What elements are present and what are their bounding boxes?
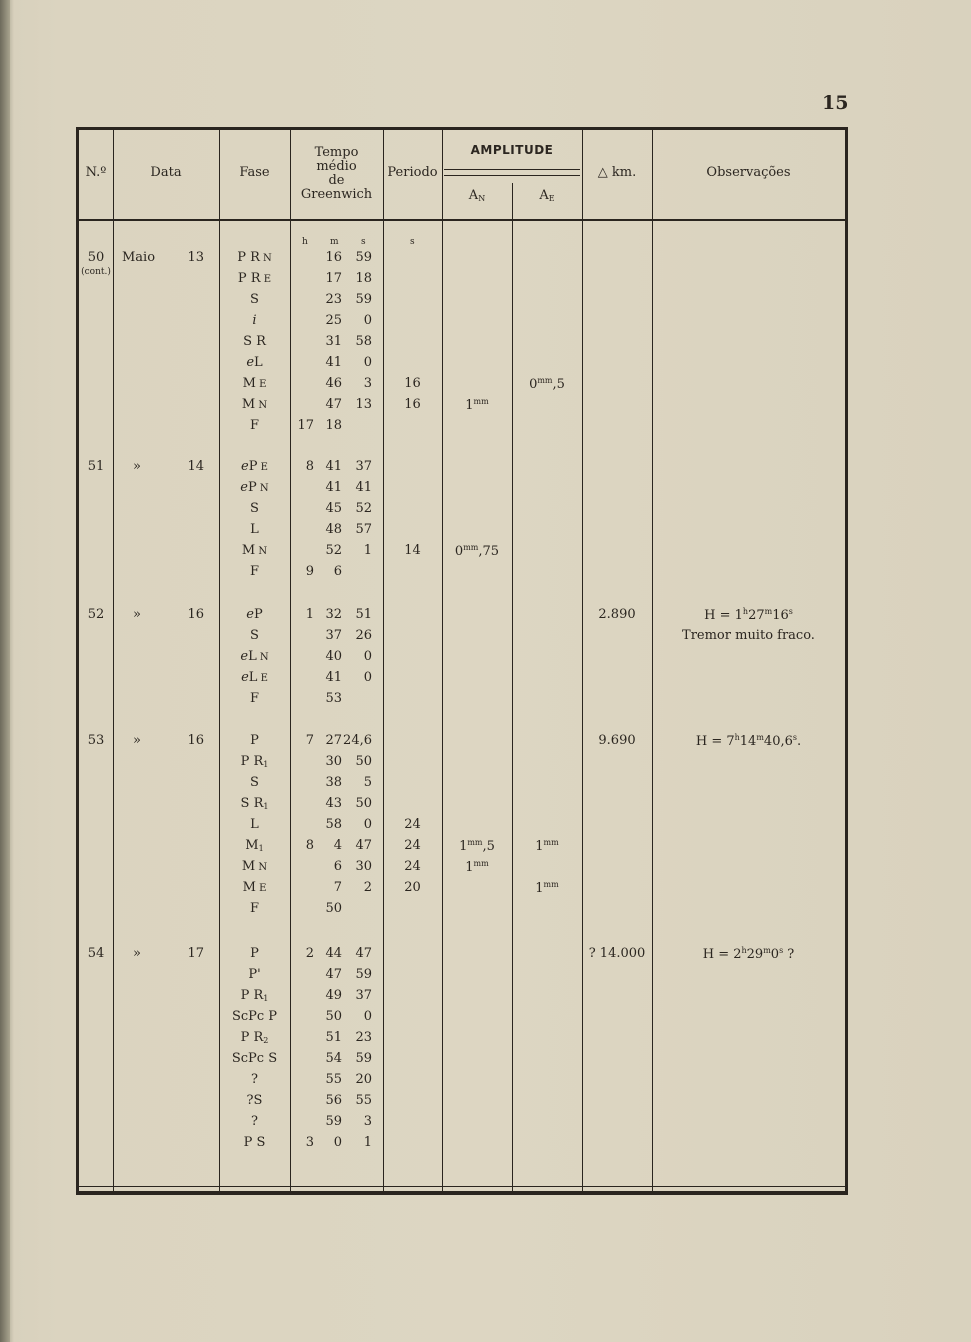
cell-delta-km: 2.890 xyxy=(598,607,636,622)
cell-minutes: 53 xyxy=(325,691,342,706)
cell-minutes: 16 xyxy=(325,250,342,265)
fase-prefix: e xyxy=(240,649,249,664)
cell-fase xyxy=(219,459,290,474)
cell-fase xyxy=(219,859,290,874)
header-an xyxy=(442,189,512,206)
cell-minutes: 56 xyxy=(325,1093,342,1108)
cell-periodo: 24 xyxy=(404,838,421,853)
cell-seconds: 23 xyxy=(355,1030,372,1045)
cell-hours: 1 xyxy=(305,607,314,622)
cell-minutes: 41 xyxy=(325,355,342,370)
cell-hours: 17 xyxy=(297,418,314,433)
cell-fase xyxy=(219,355,290,370)
header-ae xyxy=(512,189,582,206)
fase-subscript: N xyxy=(256,652,269,663)
cell-hours: 9 xyxy=(305,564,314,579)
unit-superscript: mm xyxy=(537,376,553,385)
cell-hours: 8 xyxy=(305,838,314,853)
col-rule-an xyxy=(512,183,513,1193)
cell-fase xyxy=(219,501,290,516)
fase-label: F xyxy=(249,564,260,579)
unit-superscript: m xyxy=(763,946,771,955)
cell-seconds: 41 xyxy=(355,480,372,495)
cell-fase xyxy=(219,250,290,265)
fase-label: M xyxy=(241,543,256,558)
cell-month: » xyxy=(133,459,141,474)
cell-fase xyxy=(219,1030,290,1045)
header-tempo xyxy=(290,146,383,202)
fase-subscript: N xyxy=(255,862,268,873)
cell-delta-km: ? 14.000 xyxy=(588,946,646,961)
header-amplitude: AMPLITUDE xyxy=(470,143,554,157)
cell-amplitude-n: $1^{mm}$ xyxy=(465,859,489,875)
fase-label: L xyxy=(254,355,263,370)
unit-superscript: s xyxy=(779,946,784,955)
fase-subscript: N xyxy=(255,400,268,411)
cell-seconds: 0 xyxy=(363,670,372,685)
fase-subscript: E xyxy=(257,673,268,684)
cell-minutes: 40 xyxy=(325,649,342,664)
cell-seconds: 51 xyxy=(355,607,372,622)
fase-label: S xyxy=(250,501,259,516)
cell-minutes: 58 xyxy=(325,817,342,832)
cell-minutes: 46 xyxy=(325,376,342,391)
fase-label: ? xyxy=(251,1114,258,1129)
fase-label: S xyxy=(250,292,259,307)
cell-observacoes: $H = 1^h27^m16^s$ xyxy=(704,607,793,623)
cell-fase xyxy=(219,1114,290,1129)
fase-label: M xyxy=(242,880,256,895)
cell-observacoes: $H = 2^h29^m0^s$ ? xyxy=(702,946,795,962)
cell-fase xyxy=(219,796,290,811)
fase-prefix: e xyxy=(246,607,254,622)
header-data: Data xyxy=(150,165,182,180)
cell-minutes: 18 xyxy=(325,418,342,433)
cell-amplitude-n: $1^{mm}$ xyxy=(465,397,489,413)
col-rule-periodo xyxy=(442,127,443,1195)
fase-subscript: N xyxy=(255,546,268,557)
fase-subscript: 1 xyxy=(263,994,269,1003)
cell-seconds: 0 xyxy=(363,1009,372,1024)
fase-prefix: e xyxy=(241,670,249,685)
cell-minutes: 51 xyxy=(325,1030,342,1045)
cell-minutes: 38 xyxy=(325,775,342,790)
fase-label: S xyxy=(250,775,259,790)
cell-day: 16 xyxy=(187,733,204,748)
fase-label: M xyxy=(241,859,256,874)
fase-subscript: 1 xyxy=(263,802,269,811)
cell-no: 54 xyxy=(87,946,105,961)
fase-label: P R xyxy=(240,1030,264,1045)
cell-fase xyxy=(219,522,290,537)
fase-label: M xyxy=(242,376,256,391)
cell-seconds: 26 xyxy=(355,628,372,643)
cell-month: » xyxy=(133,733,141,748)
cell-seconds: 2 xyxy=(363,880,372,895)
fase-subscript: E xyxy=(255,379,267,390)
cell-fase xyxy=(219,334,290,349)
unit-superscript: mm xyxy=(543,880,559,889)
col-rule-km xyxy=(652,127,653,1195)
cell-no: 50 xyxy=(87,250,105,265)
cell-periodo: 16 xyxy=(404,397,421,412)
fase-label: ScPc S xyxy=(231,1051,278,1066)
cell-fase xyxy=(219,754,290,769)
cell-seconds: 47 xyxy=(355,946,372,961)
header-observacoes: Observações xyxy=(706,165,791,180)
cell-minutes: 23 xyxy=(325,292,342,307)
cell-fase xyxy=(219,1051,290,1066)
unit-superscript: m xyxy=(756,733,764,742)
cell-minutes: 41 xyxy=(325,480,342,495)
unit-periodo-seconds: s xyxy=(410,237,415,247)
cell-fase xyxy=(219,838,290,853)
cell-month: » xyxy=(133,607,141,622)
cell-seconds: 0 xyxy=(363,355,372,370)
fase-label: M xyxy=(245,838,259,853)
fase-subscript: E xyxy=(257,462,268,473)
cell-amplitude-n: $0^{mm},75$ xyxy=(454,543,500,559)
unit-superscript: mm xyxy=(463,543,479,552)
fase-label: ScPc P xyxy=(231,1009,278,1024)
fase-prefix: e xyxy=(241,459,249,474)
unit-superscript: h xyxy=(741,946,747,955)
header-an-sub: N xyxy=(478,194,486,203)
cell-fase xyxy=(219,670,290,685)
cell-seconds: 50 xyxy=(355,796,372,811)
cell-seconds: 18 xyxy=(355,271,372,286)
cell-minutes: 32 xyxy=(325,607,342,622)
fase-label: L xyxy=(250,817,259,832)
col-rule-no xyxy=(113,127,114,1195)
cell-fase xyxy=(219,775,290,790)
unit-superscript: mm xyxy=(473,397,489,406)
cell-minutes: 31 xyxy=(325,334,342,349)
cell-hours: 7 xyxy=(305,733,314,748)
unit-seconds: s xyxy=(361,237,366,247)
fase-label: P R xyxy=(240,754,264,769)
cell-delta-km: 9.690 xyxy=(598,733,636,748)
cell-seconds: 47 xyxy=(355,838,372,853)
cell-no: 53 xyxy=(87,733,105,748)
cell-fase xyxy=(219,313,290,328)
cell-seconds: 52 xyxy=(355,501,372,516)
header-bottom-rule xyxy=(79,219,845,221)
cell-seconds: 59 xyxy=(355,967,372,982)
cell-minutes: 59 xyxy=(325,1114,342,1129)
fase-label: L xyxy=(248,649,257,664)
cell-amplitude-e: $0^{mm},5$ xyxy=(529,376,565,392)
header-tempo-line4: Greenwich xyxy=(300,187,373,202)
cell-observacoes: Tremor muito fraco. xyxy=(682,628,815,643)
cell-minutes: 27 xyxy=(325,733,342,748)
cell-minutes: 47 xyxy=(325,397,342,412)
cell-seconds: 57 xyxy=(355,522,372,537)
col-rule-ae xyxy=(582,127,583,1195)
cell-seconds: 0 xyxy=(363,817,372,832)
fase-label: P xyxy=(253,607,263,622)
cell-minutes: 43 xyxy=(325,796,342,811)
cell-seconds: 50 xyxy=(355,754,372,769)
header-tempo-line3: de xyxy=(328,173,345,188)
amplitude-rule-2 xyxy=(444,175,580,176)
fase-label: L xyxy=(248,670,258,685)
unit-superscript: s xyxy=(788,607,793,616)
amplitude-rule-1 xyxy=(444,169,580,170)
header-ae-sub: E xyxy=(548,194,555,203)
cell-amplitude-e: $1^{mm}$ xyxy=(535,838,559,854)
cell-periodo: 14 xyxy=(404,543,421,558)
cell-day: 13 xyxy=(187,250,204,265)
cell-seconds: 24,6 xyxy=(343,733,372,748)
unit-superscript: mm xyxy=(467,838,483,847)
header-no: N.º xyxy=(85,165,107,180)
cell-minutes: 52 xyxy=(325,543,342,558)
header-ae-letter: A xyxy=(539,188,549,203)
fase-subscript: N xyxy=(256,483,269,494)
cell-fase xyxy=(219,1072,290,1087)
seismic-table xyxy=(76,127,848,1195)
fase-label: ?S xyxy=(246,1093,263,1108)
unit-superscript: mm xyxy=(473,859,489,868)
cell-seconds: 55 xyxy=(355,1093,372,1108)
cell-fase xyxy=(219,397,290,412)
col-rule-fase xyxy=(290,127,291,1195)
cell-day: 16 xyxy=(187,607,204,622)
cell-seconds: 3 xyxy=(363,1114,372,1129)
cell-day: 17 xyxy=(187,946,204,961)
cell-amplitude-e: $1^{mm}$ xyxy=(535,880,559,896)
cell-periodo: 24 xyxy=(404,817,421,832)
cell-minutes: 50 xyxy=(325,901,342,916)
cell-no: (cont.) xyxy=(81,267,111,277)
cell-fase xyxy=(219,292,290,307)
cell-seconds: 13 xyxy=(355,397,372,412)
cell-minutes: 49 xyxy=(325,988,342,1003)
unit-superscript: m xyxy=(764,607,773,616)
fase-prefix: i xyxy=(252,313,257,328)
fase-label: P' xyxy=(248,967,261,982)
cell-seconds: 59 xyxy=(355,250,372,265)
fase-label: S R xyxy=(243,334,266,349)
header-fase: Fase xyxy=(239,165,270,180)
cell-fase xyxy=(219,271,290,286)
cell-fase xyxy=(219,1093,290,1108)
cell-fase xyxy=(219,880,290,895)
fase-subscript: 1 xyxy=(258,844,264,853)
cell-seconds: 37 xyxy=(355,988,372,1003)
cell-periodo: 20 xyxy=(404,880,421,895)
fase-label: S R xyxy=(240,796,264,811)
unit-superscript: h xyxy=(742,607,749,616)
cell-no: 51 xyxy=(87,459,105,474)
cell-seconds: 20 xyxy=(355,1072,372,1087)
fase-subscript: 2 xyxy=(263,1036,269,1045)
cell-minutes: 48 xyxy=(325,522,342,537)
cell-fase xyxy=(219,733,290,748)
cell-seconds: 0 xyxy=(363,313,372,328)
cell-fase xyxy=(219,817,290,832)
cell-fase xyxy=(219,1135,290,1150)
unit-minutes: m xyxy=(330,237,339,247)
cell-minutes: 41 xyxy=(325,670,342,685)
unit-superscript: h xyxy=(734,733,740,742)
cell-fase xyxy=(219,691,290,706)
header-an-letter: A xyxy=(468,188,479,203)
fase-label: P xyxy=(248,480,257,495)
cell-minutes: 50 xyxy=(325,1009,342,1024)
cell-seconds: 37 xyxy=(355,459,372,474)
fase-label: F xyxy=(249,418,260,433)
header-tempo-line2: médio xyxy=(316,159,357,174)
page-number: 15 xyxy=(822,92,849,114)
cell-seconds: 59 xyxy=(355,292,372,307)
cell-fase xyxy=(219,564,290,579)
cell-fase xyxy=(219,901,290,916)
fase-label: P S xyxy=(243,1135,266,1150)
cell-minutes: 41 xyxy=(325,459,342,474)
cell-minutes: 0 xyxy=(333,1135,342,1150)
cell-fase xyxy=(219,1009,290,1024)
cell-month: » xyxy=(133,946,141,961)
cell-observacoes: $H = 7^h14^m40,6^s$. xyxy=(695,733,802,749)
cell-fase xyxy=(219,628,290,643)
cell-seconds: 5 xyxy=(363,775,372,790)
cell-seconds: 59 xyxy=(355,1051,372,1066)
header-tempo-line1: Tempo xyxy=(314,145,359,160)
cell-minutes: 54 xyxy=(325,1051,342,1066)
fase-prefix: e xyxy=(240,480,248,495)
fase-label: P xyxy=(250,733,259,748)
fase-subscript: E xyxy=(255,883,267,894)
cell-minutes: 55 xyxy=(325,1072,342,1087)
unit-superscript: s xyxy=(792,733,797,742)
cell-fase xyxy=(219,480,290,495)
fase-label: L xyxy=(250,522,259,537)
cell-fase xyxy=(219,376,290,391)
fase-label: P R xyxy=(240,988,264,1003)
cell-fase xyxy=(219,946,290,961)
cell-fase xyxy=(219,543,290,558)
fase-label: P R xyxy=(237,250,260,265)
cell-minutes: 6 xyxy=(333,564,342,579)
fase-subscript: 1 xyxy=(263,760,269,769)
cell-minutes: 6 xyxy=(333,859,342,874)
cell-no: 52 xyxy=(87,607,105,622)
cell-minutes: 37 xyxy=(325,628,342,643)
fase-subscript: E xyxy=(260,274,272,285)
cell-hours: 3 xyxy=(305,1135,314,1150)
fase-label: S xyxy=(250,628,259,643)
cell-minutes: 30 xyxy=(325,754,342,769)
cell-minutes: 25 xyxy=(325,313,342,328)
fase-subscript: N xyxy=(259,253,272,264)
cell-amplitude-n: $1^{mm},5$ xyxy=(459,838,495,854)
cell-minutes: 4 xyxy=(333,838,342,853)
cell-minutes: 7 xyxy=(333,880,342,895)
cell-fase xyxy=(219,418,290,433)
cell-month: Maio xyxy=(122,250,156,265)
fase-label: P R xyxy=(237,271,261,286)
table-bottom-rule xyxy=(79,1186,845,1187)
fase-label: P xyxy=(248,459,258,474)
fase-prefix: e xyxy=(246,355,255,370)
fase-label: F xyxy=(249,691,260,706)
cell-seconds: 3 xyxy=(363,376,372,391)
cell-day: 14 xyxy=(187,459,204,474)
cell-hours: 2 xyxy=(305,946,314,961)
cell-minutes: 47 xyxy=(325,967,342,982)
cell-fase xyxy=(219,988,290,1003)
cell-seconds: 0 xyxy=(363,649,372,664)
cell-minutes: 45 xyxy=(325,501,342,516)
cell-minutes: 44 xyxy=(325,946,342,961)
cell-seconds: 1 xyxy=(363,543,372,558)
unit-hours: h xyxy=(302,237,308,247)
cell-seconds: 58 xyxy=(355,334,372,349)
cell-minutes: 17 xyxy=(325,271,342,286)
header-delta-km: △ km. xyxy=(597,165,637,180)
fase-label: ? xyxy=(251,1072,258,1087)
header-periodo: Periodo xyxy=(387,165,438,180)
cell-fase xyxy=(219,967,290,982)
cell-fase xyxy=(219,607,290,622)
unit-superscript: mm xyxy=(543,838,559,847)
cell-fase xyxy=(219,649,290,664)
fase-label: F xyxy=(249,901,260,916)
cell-seconds: 1 xyxy=(363,1135,372,1150)
cell-periodo: 16 xyxy=(404,376,421,391)
fase-label: P xyxy=(250,946,259,961)
fase-label: M xyxy=(241,397,256,412)
page-binding-edge xyxy=(0,0,10,1342)
cell-seconds: 30 xyxy=(355,859,372,874)
cell-hours: 8 xyxy=(305,459,314,474)
cell-periodo: 24 xyxy=(404,859,421,874)
col-rule-tempo xyxy=(383,127,384,1195)
